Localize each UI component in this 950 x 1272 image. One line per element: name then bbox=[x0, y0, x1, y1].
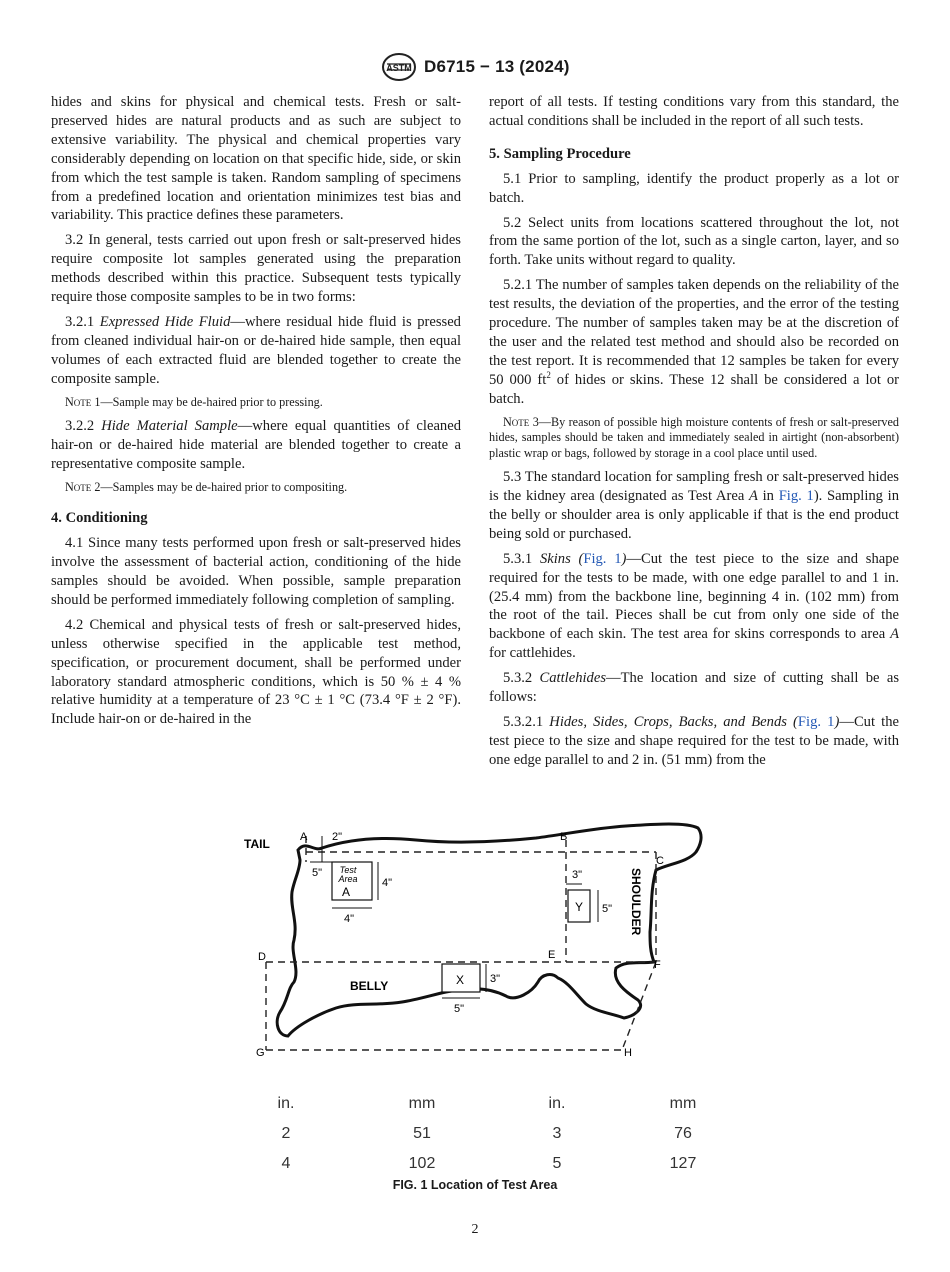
term-cattlehides: Cattlehides bbox=[539, 670, 607, 687]
para-text: —Cut the test piece to the size and shape required for the test to be made, with one edge parallel to and 2 in. (51 mm) from the bbox=[489, 713, 899, 768]
astm-logo-icon bbox=[381, 52, 417, 82]
note-label: Note 1 bbox=[65, 394, 101, 409]
point-d-label: D bbox=[258, 951, 266, 963]
note-text: —By reason of possible high moisture contents of fresh or salt-preserved hides, samples should be taken and immediately sealed in airtight (non-absorbent) plastic wrap or bags, followed by storage in a cool place until used. bbox=[489, 414, 900, 460]
superscript: 2 bbox=[546, 369, 551, 380]
note-label: Note 2 bbox=[65, 479, 101, 494]
document-id: D6715 − 13 (2024) bbox=[424, 57, 570, 76]
para-text: ). Sampling in the belly or shoulder area is only applicable if that is the end product being sold or purchased. bbox=[489, 488, 900, 542]
point-c-label: C bbox=[656, 855, 664, 867]
note-3 bbox=[489, 415, 899, 462]
note-text: —Samples may be de-haired prior to compositing. bbox=[100, 479, 348, 494]
paragraph-5-3-1 bbox=[489, 550, 899, 663]
hide-diagram bbox=[236, 822, 716, 1072]
table-header-row bbox=[240, 1095, 720, 1125]
para-num: 3.2.1 bbox=[65, 313, 95, 330]
figure-1-link[interactable]: Fig. 1 bbox=[778, 488, 814, 504]
paragraph-3-2: 3.2 In general, tests carried out upon fresh or salt-preserved hides require composite lot samples generated using the preparation methods described within this practice. Subsequent tests typically require those composite samples to be in two forms: bbox=[51, 232, 461, 306]
paragraph-5-3-2-1 bbox=[489, 713, 899, 770]
area-a-label: A bbox=[341, 885, 351, 899]
note-1 bbox=[51, 395, 461, 411]
paren-close: ) bbox=[834, 713, 840, 730]
note-text: —Sample may be de-haired prior to pressing. bbox=[100, 394, 323, 409]
dim-2in-label: 2" bbox=[332, 831, 343, 843]
area-y-label: Y bbox=[574, 900, 584, 914]
table-cell: 102 bbox=[408, 1155, 436, 1172]
dim-5in-x-label: 5" bbox=[454, 1003, 465, 1015]
para-num: 5.3.2.1 bbox=[503, 713, 544, 730]
term-hides-sides: Hides, Sides, Crops, Backs, and Bends ( bbox=[549, 713, 798, 730]
point-a-label: A bbox=[300, 831, 308, 843]
para-text: —where residual hide fluid is pressed from cleaned individual hair-on or de-haired hide sample, then equal volumes of each extracted fluid are blended together to create the composite sample. bbox=[51, 313, 461, 387]
paragraph-4-2: 4.2 Chemical and physical tests of fresh or salt-preserved hides, unless otherwise specified in the applicable test method, specification, or procurement document, shall be performed under laboratory standard atmospheric conditions, which is 50 % ± 4 % relative humidity at a temperature of 23 °C ± 1 °C (73.4 °F ± 2 °F). Include hair-on or de-haired in the bbox=[51, 616, 461, 728]
dim-5in-a-label: 5" bbox=[312, 867, 323, 879]
dim-4in-v-label: 4" bbox=[382, 877, 393, 889]
term-hide-material-sample: Hide Material Sample bbox=[101, 418, 238, 435]
table-cell: 127 bbox=[669, 1155, 697, 1172]
paragraph-5-2: 5.2 Select units from locations scattered throughout the lot, not from the same portion of the lot, such as a single carton, layer, and so forth. Take units without regard to quality. bbox=[489, 214, 899, 269]
table-cell: 3 bbox=[552, 1125, 562, 1142]
logo-lettering: ASTM bbox=[386, 63, 412, 73]
table-header: mm bbox=[669, 1095, 697, 1112]
para-num: 5.3.2 bbox=[503, 670, 533, 687]
figure-caption: FIG. 1 Location of Test Area bbox=[392, 1178, 558, 1192]
para-num: 5.3.1 bbox=[503, 550, 533, 567]
paragraph-5-1: 5.1 Prior to sampling, identify the product properly as a lot or batch. bbox=[489, 170, 899, 206]
point-g-label: G bbox=[256, 1047, 265, 1059]
test-area-label-2: Area bbox=[338, 874, 358, 884]
paragraph-5-3-2 bbox=[489, 669, 899, 707]
table-cell: 5 bbox=[552, 1155, 562, 1172]
point-f-label: F bbox=[654, 959, 661, 971]
table-cell: 76 bbox=[674, 1125, 692, 1142]
note-2 bbox=[51, 480, 461, 496]
figure-1-link[interactable]: Fig. 1 bbox=[583, 550, 622, 567]
dim-5in-y-label: 5" bbox=[602, 903, 613, 915]
dim-3in-x-label: 3" bbox=[490, 973, 501, 985]
table-header: in. bbox=[277, 1095, 295, 1112]
paren-close: ) bbox=[621, 550, 627, 567]
paragraph-3-2-1 bbox=[51, 313, 461, 389]
point-h-label: H bbox=[624, 1047, 632, 1059]
para-text: of hides or skins. These 12 shall be considered a lot or batch. bbox=[489, 371, 899, 407]
table-cell: 51 bbox=[413, 1125, 431, 1142]
test-area-label-1: Test bbox=[339, 865, 357, 875]
page-number: 2 bbox=[471, 1222, 479, 1237]
para-text: for cattlehides. bbox=[489, 645, 576, 662]
table-header: mm bbox=[408, 1095, 436, 1112]
para-num: 3.2.2 bbox=[65, 418, 95, 435]
dim-3in-y-label: 3" bbox=[572, 869, 583, 881]
belly-label: BELLY bbox=[350, 979, 389, 993]
para-text: —where equal quantities of cleaned hair-on or de-haired hide material are blended together to create a representative composite sample. bbox=[51, 418, 461, 472]
table-row bbox=[240, 1125, 720, 1155]
paragraph-5-2-1 bbox=[489, 276, 899, 408]
dim-4in-h-label: 4" bbox=[344, 913, 355, 925]
note-label: Note 3 bbox=[503, 414, 539, 429]
term-expressed-hide-fluid: Expressed Hide Fluid bbox=[99, 313, 231, 330]
dashed-line-fh bbox=[622, 962, 656, 1050]
paragraph-5-3 bbox=[489, 468, 899, 544]
right-column bbox=[489, 93, 899, 776]
shoulder-label: SHOULDER bbox=[629, 868, 643, 936]
table-header: in. bbox=[548, 1095, 566, 1112]
term-skins: Skins ( bbox=[539, 550, 584, 567]
point-b-label: B bbox=[560, 831, 568, 843]
para-text: —Cut the test piece to the size and shape required for the tests to be made, with one edge parallel to and 1 in. (25.4 mm) from the backbone line, beginning 4 in. (102 mm) from the root of the tail. Pieces shall be cut from only one side of the backbone of each skin. The test area for skins corresponds to area bbox=[489, 550, 899, 643]
table-cell: 2 bbox=[281, 1125, 291, 1142]
paragraph-3-2-2 bbox=[51, 417, 461, 474]
area-label: A bbox=[749, 488, 758, 504]
section-4-heading: 4. Conditioning bbox=[51, 510, 148, 527]
conversion-table bbox=[240, 1095, 720, 1185]
para-text: 5.3 The standard location for sampling fresh or salt-preserved hides is the kidney area (designated as Test Area bbox=[489, 469, 899, 504]
para-text: in bbox=[757, 488, 779, 504]
intro-paragraph: hides and skins for physical and chemical tests. Fresh or salt-preserved hides are natural products and as such are subject to extensive variability. The physical and chemical properties vary considerably depending on location on that specific hide, side, or skin from which the test sample is taken. Random sampling of specimens from a predefined location and orientation minimizes test bias and variability. This practice defines these parameters. bbox=[51, 94, 461, 224]
area-x-label: X bbox=[455, 973, 465, 987]
point-e-label: E bbox=[548, 949, 556, 961]
figure-1-link[interactable]: Fig. 1 bbox=[797, 713, 835, 730]
section-5-heading: 5. Sampling Procedure bbox=[489, 145, 631, 162]
para-text: 5.2.1 The number of samples taken depends on the reliability of the test results, the deviation of the properties, and the error of the testing procedure. The number of samples taken may be at the discretion of the user and the related test method and should also be recorded on the test report. It is recommended that 12 samples be taken for every 50 000 ft bbox=[489, 277, 899, 388]
tail-label: TAIL bbox=[244, 837, 270, 851]
continued-paragraph: report of all tests. If testing conditions vary from this standard, the actual conditions shall be included in the report of all such tests. bbox=[489, 94, 899, 129]
paragraph-4-1: 4.1 Since many tests performed upon fresh or salt-preserved hides involve the assessment of bacterial action, conditioning of the hide samples should be avoided. When possible, sample preparation should be performed immediately following completion of sampling. bbox=[51, 535, 461, 608]
left-column bbox=[51, 93, 461, 735]
area-label: A bbox=[890, 626, 899, 643]
para-text: —The location and size of cutting shall be as follows: bbox=[489, 670, 899, 706]
table-cell: 4 bbox=[281, 1155, 291, 1172]
